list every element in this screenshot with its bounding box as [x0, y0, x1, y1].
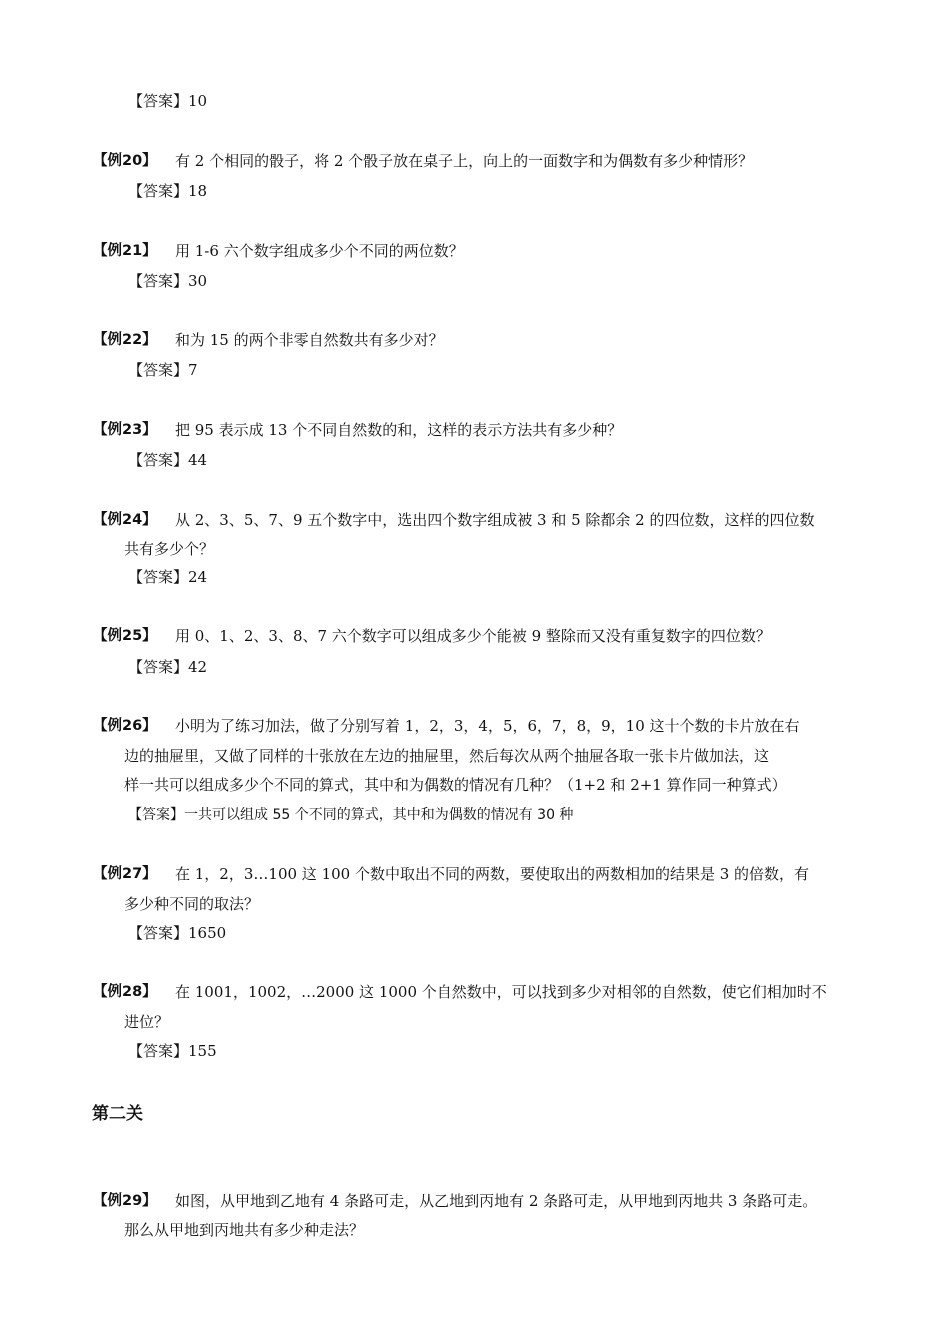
example-21-answer: 【答案】30: [128, 272, 208, 290]
example-26-text-3: 样一共可以组成多少个不同的算式，其中和为偶数的情况有几种？（1+2 和 2+1 算作同一种算式）: [124, 776, 787, 794]
example-21-text: 用 1-6 六个数字组成多少个不同的两位数？: [175, 242, 464, 260]
example-20-answer: 【答案】18: [128, 182, 208, 200]
example-29-label: 【例29】: [93, 1193, 157, 1209]
example-22-label: 【例22】: [93, 332, 157, 348]
example-26-answer: 【答案】一共可以组成 55 个不同的算式，其中和为偶数的情况有 30 种: [128, 807, 574, 823]
example-29-text-1: 如图，从甲地到乙地有 4 条路可走，从乙地到丙地有 2 条路可走，从甲地到丙地共 3 条路可走。: [175, 1192, 818, 1210]
example-26-text-2: 边的抽屉里，又做了同样的十张放在左边的抽屉里，然后每次从两个抽屉各取一张卡片做加法，这: [124, 747, 770, 765]
example-22-text: 和为 15 的两个非零自然数共有多少对？: [175, 331, 444, 349]
answer-top: 【答案】10: [128, 92, 208, 110]
example-27-text-1: 在 1，2，3…100 这 100 个数中取出不同的两数，要使取出的两数相加的结果是 3 的倍数，有: [175, 865, 810, 883]
example-28-label: 【例28】: [93, 984, 157, 1000]
example-26-text-1: 小明为了练习加法，做了分别写着 1，2，3，4，5，6，7，8，9，10 这十个数的卡片放在右: [175, 717, 800, 735]
example-20-text: 有 2 个相同的骰子，将 2 个骰子放在桌子上，向上的一面数字和为偶数有多少种情形？: [175, 152, 754, 170]
example-26-label: 【例26】: [93, 718, 157, 734]
example-23-label: 【例23】: [93, 422, 157, 438]
example-28-answer: 【答案】155: [128, 1042, 217, 1060]
example-24-answer: 【答案】24: [128, 568, 208, 586]
example-24-label: 【例24】: [93, 512, 157, 528]
section-title: 第二关: [92, 1104, 143, 1124]
example-25-label: 【例25】: [93, 628, 157, 644]
example-24-text-2: 共有多少个？: [124, 540, 215, 558]
example-28-text-1: 在 1001，1002，…2000 这 1000 个自然数中，可以找到多少对相邻的自然数，使它们相加时不: [175, 983, 827, 1001]
example-27-answer: 【答案】1650: [128, 924, 227, 942]
example-27-text-2: 多少种不同的取法？: [124, 895, 260, 913]
example-20-label: 【例20】: [93, 153, 157, 169]
example-27-label: 【例27】: [93, 866, 157, 882]
example-29-text-2: 那么从甲地到丙地共有多少种走法？: [124, 1221, 365, 1239]
example-22-answer: 【答案】7: [128, 361, 198, 379]
example-25-text: 用 0、1、2、3、8、7 六个数字可以组成多少个能被 9 整除而又没有重复数字的四位数？: [175, 627, 771, 645]
example-28-text-2: 进位？: [124, 1013, 170, 1031]
example-24-text-1: 从 2、3、5、7、9 五个数字中，选出四个数字组成被 3 和 5 除都余 2 的四位数，这样的四位数: [175, 511, 815, 529]
example-25-answer: 【答案】42: [128, 658, 208, 676]
example-21-label: 【例21】: [93, 243, 157, 259]
example-23-answer: 【答案】44: [128, 451, 208, 469]
example-23-text: 把 95 表示成 13 个不同自然数的和，这样的表示方法共有多少种？: [175, 421, 623, 439]
